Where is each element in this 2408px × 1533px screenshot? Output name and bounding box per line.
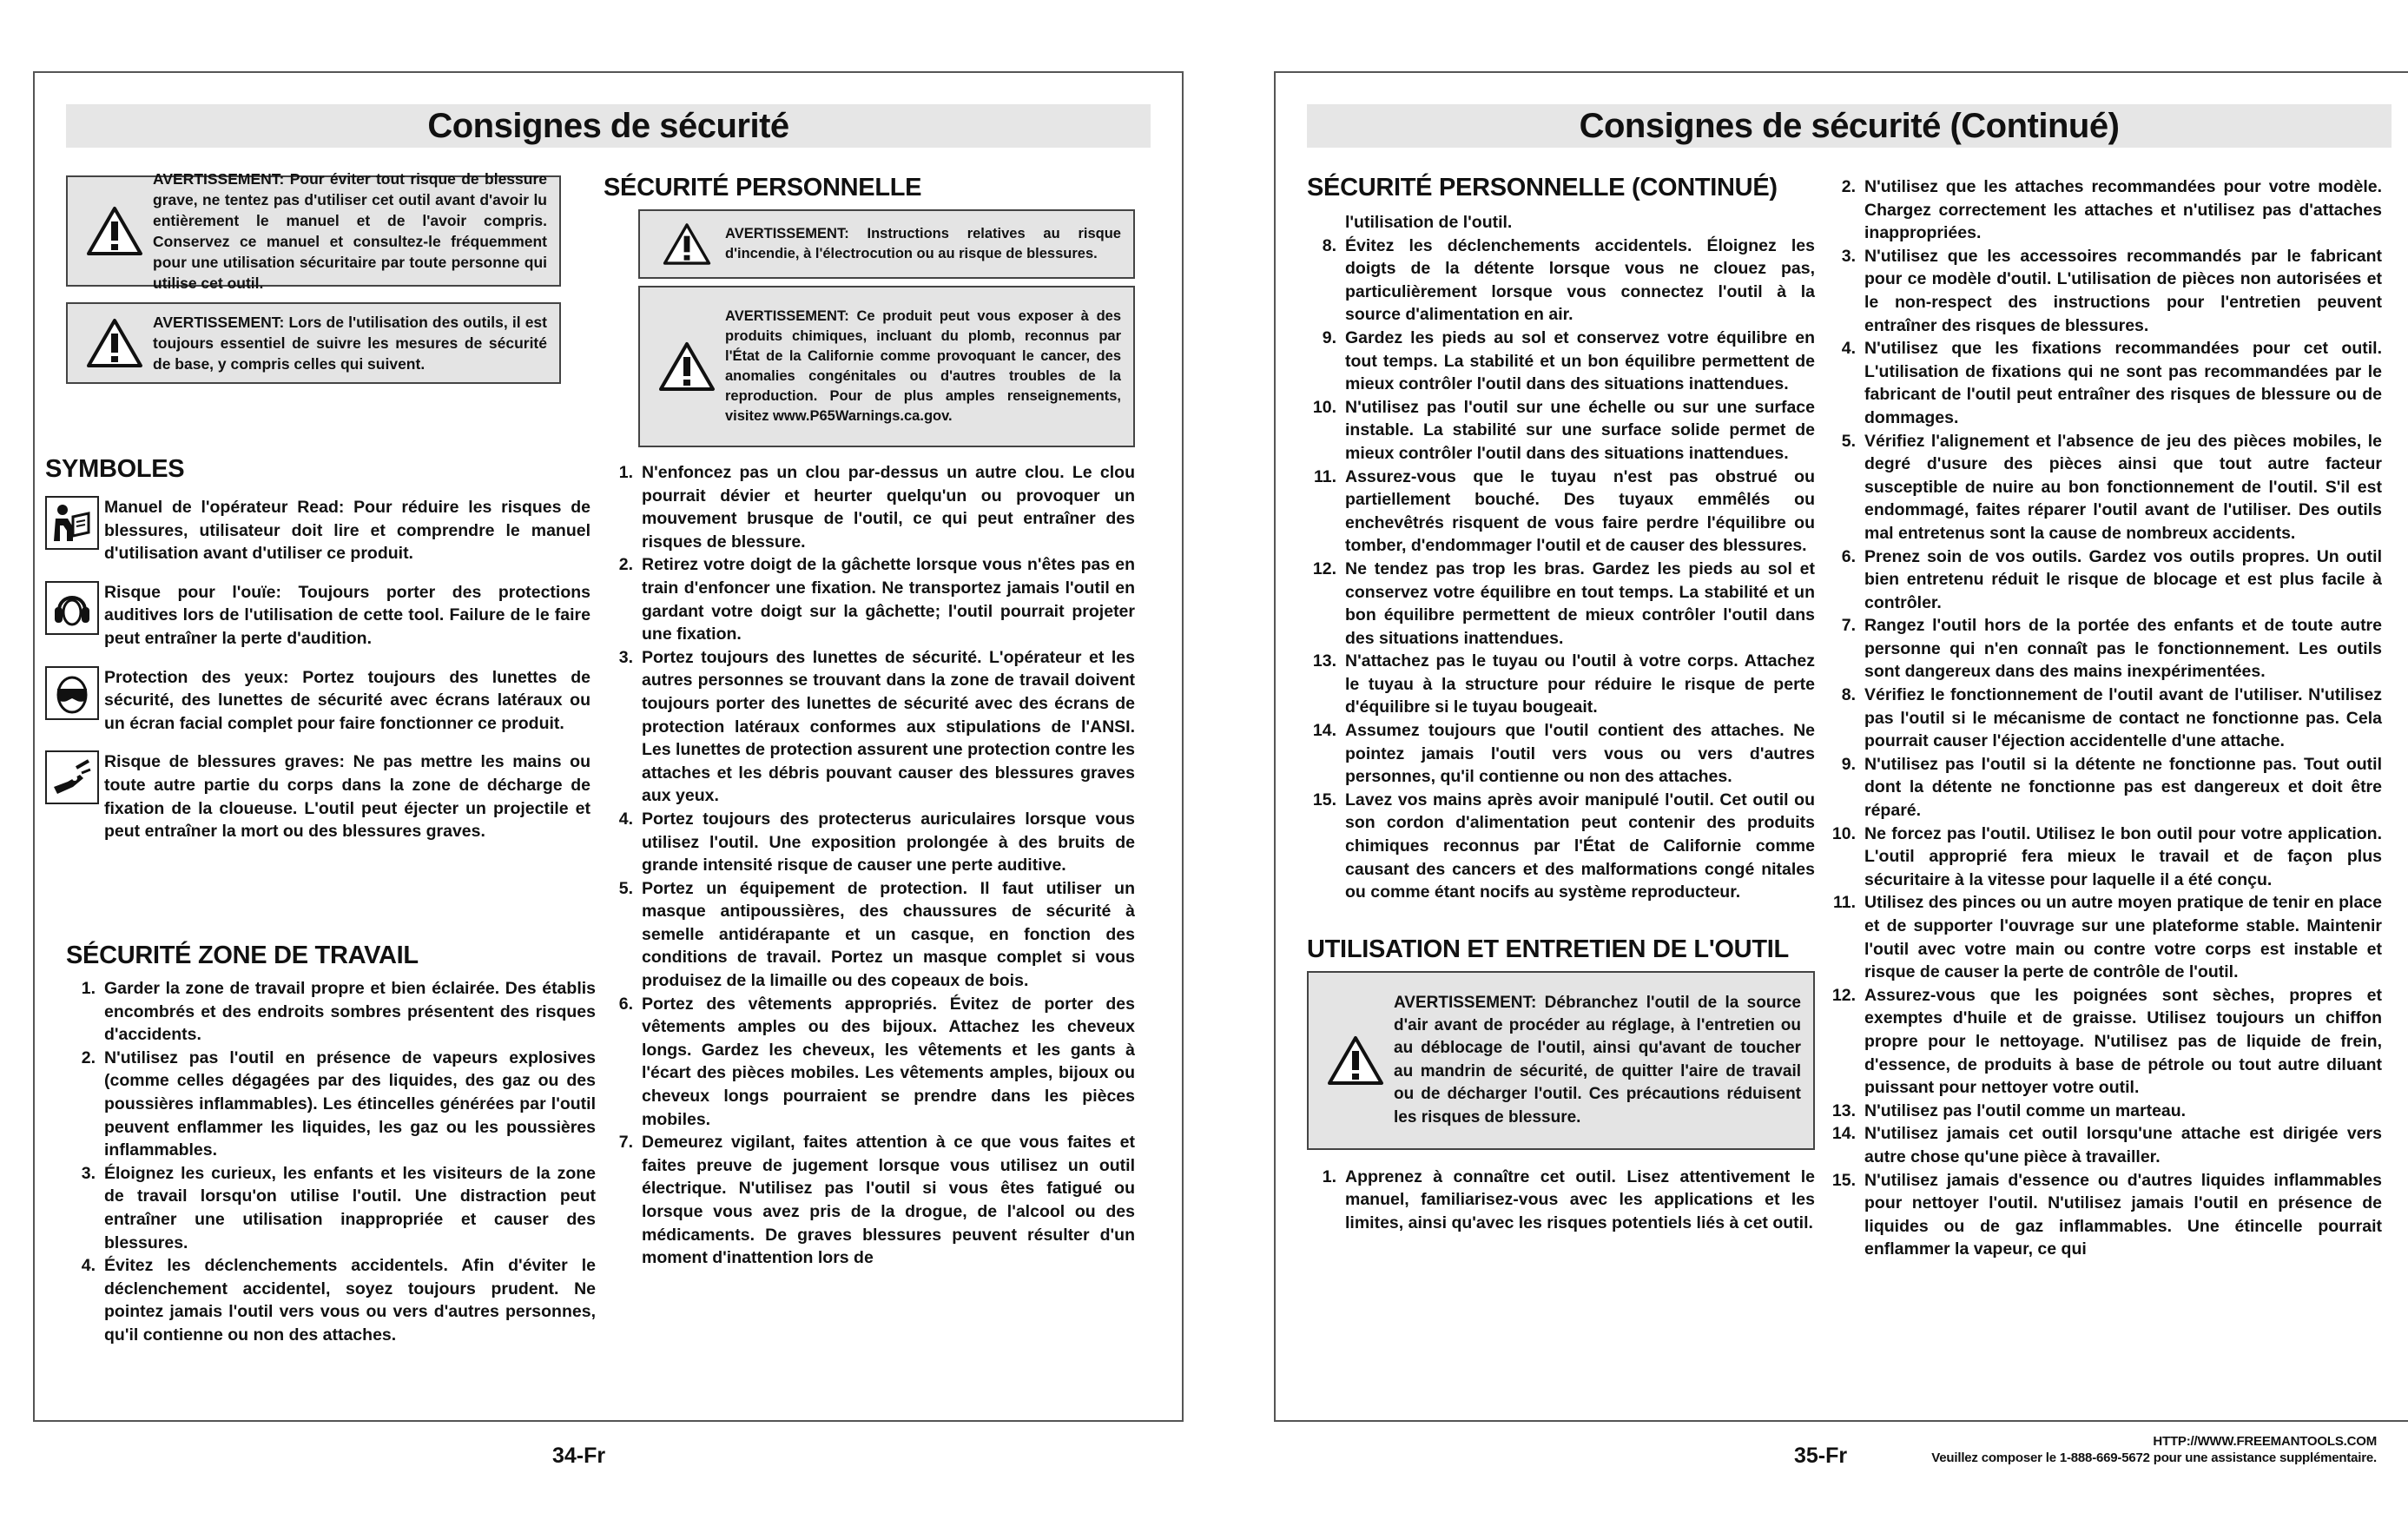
- list-item: 12. Assurez-vous que les poignées sont sèches, propres et exemptes d'huile et de graisse. Utilisez toujours un chiffon propre pour le nettoyage. N'utilisez pas de liquide de frein, d'essence, de produits à base de pétrole ou tout autre diluant puissant pour nettoyer votre outil.: [1831, 985, 2382, 1098]
- list-item: 12. Ne tendez pas trop les bras. Gardez les pieds au sol et conservez votre équilibre en tout temps. La stabilité et un bon équilibre permettent de mieux contrôler l'outil dans des situations inattendues.: [1312, 558, 1815, 648]
- work-area-heading: SÉCURITÉ ZONE DE TRAVAIL: [66, 942, 419, 969]
- work-area-section: [66, 942, 596, 1347]
- list-item: 15. Lavez vos mains après avoir manipulé l'outil. Cet outil ou son cordon d'alimentation peut contenir des produits chimiques reconnus par l'État de Californie comme causant des cancers et des malformations congé nitales ou comme étant nocifs au système reproducteur.: [1312, 790, 1815, 902]
- page-title: Consignes de sécurité (Continué): [1579, 106, 2120, 145]
- eye-protection-icon: [45, 666, 99, 720]
- list-item: 3. Éloignez les curieux, les enfants et les visiteurs de la zone de travail lorsqu'on utilise l'outil. Une distraction peut entraîner une utilisation inappropriée et causer des blessures.: [81, 1163, 596, 1252]
- symbol-row: [45, 750, 590, 842]
- symbol-text: Risque pour l'ouïe: Toujours porter des protections auditives lors de l'utilisation de cette tool. Failure de le faire peut entraîner la perte d'audition.: [104, 582, 590, 648]
- left-page: [33, 71, 1184, 1422]
- list-item: 2. Retirez votre doigt de la gâchette lorsque vous n'êtes pas en train d'enfoncer une fixation. Ne transportez jamais l'outil en gardant votre doigt sur la gâchette; l'outil pourrait projeter une fixation.: [618, 555, 1135, 644]
- list-item: 10. N'utilisez pas l'outil sur une échelle ou sur une surface instable. La stabilité sur une surface solide permet de mieux contrôler l'outil dans des situations inattendues.: [1312, 397, 1815, 463]
- symbol-text: Manuel de l'opérateur Read: Pour réduire les risques de blessures, utilisateur doit lire et comprendre le manuel d'utilisation avant d'utiliser ce produit.: [104, 498, 590, 564]
- warning-box: [66, 170, 561, 292]
- personal-safety-continued-heading: SÉCURITÉ PERSONNELLE (CONTINUÉ): [1307, 174, 1778, 202]
- list-item: 14. Assumez toujours que l'outil contient des attaches. Ne pointez jamais l'outil vers vous ou vers d'autres personnes, qu'il contienne ou non des attaches.: [1312, 721, 1815, 787]
- tool-use-heading: UTILISATION ET ENTRETIEN DE L'OUTIL: [1307, 935, 1789, 963]
- personal-safety-continued-section: [1307, 174, 1815, 1235]
- warning-triangle-icon: [76, 206, 153, 256]
- work-area-list: [66, 977, 596, 1347]
- list-item: 9. Gardez les pieds au sol et conservez votre équilibre en tout temps. La stabilité et un bon équilibre permettent de mieux contrôler l'outil dans des situations inattendues.: [1322, 327, 1815, 394]
- warning-text: AVERTISSEMENT: Débranchez l'outil de la source d'air avant de procéder au réglage, à l'entretien ou au déblocage de l'outil, ainsi qu'avant de toucher au mandrin de sécurité, de quitter l'aire de travail ou de décharger l'outil. Ces précautions réduisent les risques de blessure.: [1394, 993, 1801, 1127]
- footer-phone: Veuillez composer le 1-888-669-5672 pour une assistance supplémentaire.: [1931, 1450, 2377, 1465]
- symbols-heading: SYMBOLES: [45, 455, 185, 483]
- list-item: 7. Demeurez vigilant, faites attention à ce que vous faites et faites preuve de jugement lorsque vous utilisez un outil électrique. N'utilisez pas l'outil si vous êtes fatigué ou lorsque vous avez pris de la drogue, de l'alcool ou des médicaments. De graves blessures peuvent résulter d'un moment d'inattention lors de: [618, 1133, 1135, 1268]
- footer-contact: [1931, 1433, 2377, 1466]
- list-item: 4. Portez toujours des protecterus auriculaires lorsque vous utilisez l'outil. Une exposition prolongée à des bruits de grande intensité risque de causer une perte auditive.: [618, 809, 1135, 876]
- warning-box: [1307, 971, 1815, 1150]
- list-item: 13. N'utilisez pas l'outil comme un marteau.: [1831, 1100, 2187, 1120]
- list-item: 3. Portez toujours des lunettes de sécurité. L'opérateur et les autres personnes se trouvant dans la zone de travail doivent toujours porter des lunettes de sécurité avec des écrans de protection latéraux conformes aux stipulations de l'ANSI. Les lunettes de protection assurent une protection contre les attaches et les débris pouvant causer des blessures graves aux yeux.: [618, 647, 1135, 806]
- warning-text: AVERTISSEMENT: Instructions relatives au risque d'incendie, à l'électrocution ou au risque de blessures.: [725, 226, 1121, 261]
- list-item: 5. Vérifiez l'alignement et l'absence de jeu des pièces mobiles, le degré d'usure des pièces ainsi que tout autre facteur susceptible de nuire au bon fonctionnement de l'outil. S'il est endommagé, faites réparer l'outil avant de l'utiliser. Des outils mal entretenus sont la cause de nombreux accidents.: [1841, 431, 2382, 543]
- list-item: 11. Utilisez des pinces ou un autre moyen pratique de tenir en place et de supporter l'ouvrage sur une plateforme stable. Maintenir l'outil avec votre main ou contre votre corps est instable et risque de causer la perte de contrôle de l'outil.: [1832, 893, 2382, 982]
- symbol-row: [45, 666, 590, 736]
- symbol-text: Risque de blessures graves: Ne pas mettre les mains ou toute autre partie du corps dans la zone de décharge de fixation de la cloueuse. L'outil peut éjecter un projectile et peut entraîner la mort ou des blessures graves.: [104, 752, 590, 842]
- list-item: 4. Évitez les déclenchements accidentels. Afin d'éviter le déclenchement accidentel, soyez toujours prudent. Ne pointez jamais l'outil vers vous ou vers d'autres personnes, qu'il contienne ou non des attaches.: [81, 1256, 596, 1345]
- list-item: 2. N'utilisez pas l'outil en présence de vapeurs explosives (comme celles dégagées par des liquides, des gaz ou des poussières inflammables). Les étincelles générées par l'outil peuvent enflammer les liquides, les gaz ou les poussières inflammables.: [81, 1047, 596, 1160]
- list-item: 6. Portez des vêtements appropriés. Évitez de porter des vêtements amples ou des bijoux. Attachez les cheveux longs. Gardez les cheveux, les vêtements et les gants à l'écart des pièces mobiles. Les vêtements amples, bijoux ou cheveux longs pourraient se prendre dans les pièces mobiles.: [618, 994, 1135, 1129]
- page-number: 34-Fr: [552, 1444, 606, 1468]
- list-item: 14. N'utilisez jamais cet outil lorsqu'une attache est dirigée vers autre chose qu'une pièce à travailler.: [1831, 1124, 2382, 1166]
- tool-use-continued-column: [1826, 175, 2382, 1261]
- manual-icon: [45, 496, 99, 550]
- warning-text: AVERTISSEMENT: Lors de l'utilisation des outils, il est toujours essentiel de suivre les mesures de sécurité de base, y compris celles qui suivent.: [153, 314, 547, 373]
- right-page: [1274, 71, 2408, 1422]
- symbol-row: [45, 496, 590, 565]
- page-number: 35-Fr: [1794, 1444, 1848, 1468]
- symbol-text: Protection des yeux: Portez toujours des lunettes de sécurité, des lunettes de sécurité avec écrans latéraux ou un écran facial complet pour faire fonctionner ce produit.: [104, 667, 590, 733]
- warning-triangle-icon: [1317, 1035, 1394, 1086]
- injury-risk-icon: [45, 750, 99, 804]
- symbol-row: [45, 581, 590, 651]
- warning-triangle-icon: [76, 318, 153, 368]
- tool-use-list: [1307, 1166, 1815, 1235]
- warning-box: [638, 209, 1135, 279]
- list-item: 11. Assurez-vous que le tuyau n'est pas obstrué ou partiellement bouché. Des tuyaux emmêlés ou enchevêtrés risquent de vous faire perdre l'équilibre ou tomber, d'endommager l'outil et de causer des blessures.: [1313, 466, 1815, 556]
- list-item: 6. Prenez soin de vos outils. Gardez vos outils propres. Un outil bien entretenu réduit le risque de blocage et est plus facile à contrôler.: [1841, 546, 2382, 612]
- list-item: 8. Évitez les déclenchements accidentels. Éloignez les doigts de la détente lorsque vous ne clouez pas, particulièrement lorsque vous connectez l'outil à la source d'alimentation en air.: [1322, 235, 1815, 325]
- left-column: [66, 170, 561, 400]
- list-item: 8. Vérifiez le fonctionnement de l'outil avant de l'utiliser. N'utilisez pas l'outil si le mécanisme de contact ne fonctionne pas. Cela pourrait causer l'éjection accidentelle d'une attache.: [1841, 685, 2382, 751]
- list-item: 2. N'utilisez que les attaches recommandées pour votre modèle. Chargez correctement les attaches et n'utilisez pas d'attaches inappropriées.: [1841, 177, 2382, 243]
- personal-safety-heading: SÉCURITÉ PERSONNELLE: [604, 174, 922, 202]
- list-item: 10. Ne forcez pas l'outil. Utilisez le bon outil pour votre application. L'outil approprié fera mieux le travail et de façon plus sécuritaire à la vitesse pour laquelle il a été conçu.: [1831, 823, 2382, 889]
- list-item: 1. Apprenez à connaître cet outil. Lisez attentivement le manuel, familiarisez-vous avec les applications et les limites, ainsi qu'avec les risques potentiels liés à cet outil.: [1322, 1166, 1815, 1232]
- footer-url[interactable]: HTTP://WWW.FREEMANTOOLS.COM: [2153, 1434, 2377, 1449]
- tool-use-list-continued: [1826, 175, 2382, 1261]
- warning-text: AVERTISSEMENT: Ce produit peut vous exposer à des produits chimiques, incluant du plomb, reconnus par l'État de la Californie comme provoquant le cancer, des anomalies congénitales ou d'autres troubles de la reproduction. Pour de plus amples renseignements, visitez www.P65Warnings.ca.gov.: [725, 308, 1121, 424]
- list-item: 7. Rangez l'outil hors de la portée des enfants et de toute autre personne qui n'en connaît pas le fonctionnement. Les outils sont dangereux dans des mains inexpérimentées.: [1841, 616, 2382, 682]
- list-item: 5. Portez un équipement de protection. Il faut utiliser un masque antipoussières, des chaussures de sécurité à semelle antidérapante et un casque, en fonction des conditions de travail. Portez un masque complet si vous produisez de la limaille ou des copeaux de bois.: [618, 878, 1135, 991]
- page-title-bar: [66, 104, 1151, 148]
- page-title: Consignes de sécurité: [427, 106, 789, 145]
- symbols-section: [45, 455, 590, 859]
- list-item: 15. N'utilisez jamais d'essence ou d'autres liquides inflammables pour nettoyer l'outil. N'utilisez jamais l'outil en présence de liquides ou de gaz inflammables. Une étincelle pourrait enflammer la vapeur, ce qui: [1831, 1170, 2382, 1259]
- warning-text: AVERTISSEMENT: Pour éviter tout risque de blessure grave, ne tentez pas d'utiliser cet outil avant d'avoir lu entièrement le manuel et de l'avoir compris. Conservez ce manuel et consultez-le fréquemment pour une utilisation sécuritaire par toute personne qui utilise cet outil.: [153, 170, 547, 292]
- list-item: 13. N'attachez pas le tuyau ou l'outil à votre corps. Attachez le tuyau à la structure pour réduire le risque de perte d'équilibre si le tuyau bougeait.: [1312, 651, 1815, 717]
- list-item: 9. N'utilisez pas l'outil si la détente ne fonctionne pas. Tout outil dont la détente ne fonctionne pas est dangereux et doit être réparé.: [1841, 754, 2382, 821]
- warning-triangle-icon: [649, 222, 725, 266]
- list-item: l'utilisation de l'outil.: [1345, 213, 1513, 232]
- list-item: 3. N'utilisez que les accessoires recommandés par le fabricant pour ce modèle d'outil. L'utilisation de pièces non autorisées et le non-respect des instructions pour l'entretien peuvent entraîner des risques de blessures.: [1841, 246, 2382, 335]
- warning-triangle-icon: [649, 341, 725, 392]
- personal-safety-list: [604, 461, 1135, 1270]
- ear-protection-icon: [45, 581, 99, 635]
- warning-box: [638, 286, 1135, 447]
- list-item: 4. N'utilisez que les fixations recommandées pour cet outil. L'utilisation de fixations qui ne sont pas recommandées par le fabricant de l'outil peut entraîner des risques de blessure ou de dommages.: [1841, 339, 2382, 427]
- warning-box: [66, 302, 561, 384]
- personal-safety-section: [604, 174, 1135, 1270]
- page-title-bar: [1307, 104, 2392, 148]
- personal-safety-continued-list: [1307, 211, 1815, 904]
- list-item: 1. N'enfoncez pas un clou par-dessus un autre clou. Le clou pourrait dévier et heurter quelqu'un ou provoquer un mouvement brusque de l'outil, ce qui peut entraîner des risques de blessure.: [618, 463, 1135, 552]
- list-item: 1. Garder la zone de travail propre et bien éclairée. Des établis encombrés et des endroits sombres présentent des risques d'accidents.: [81, 979, 596, 1045]
